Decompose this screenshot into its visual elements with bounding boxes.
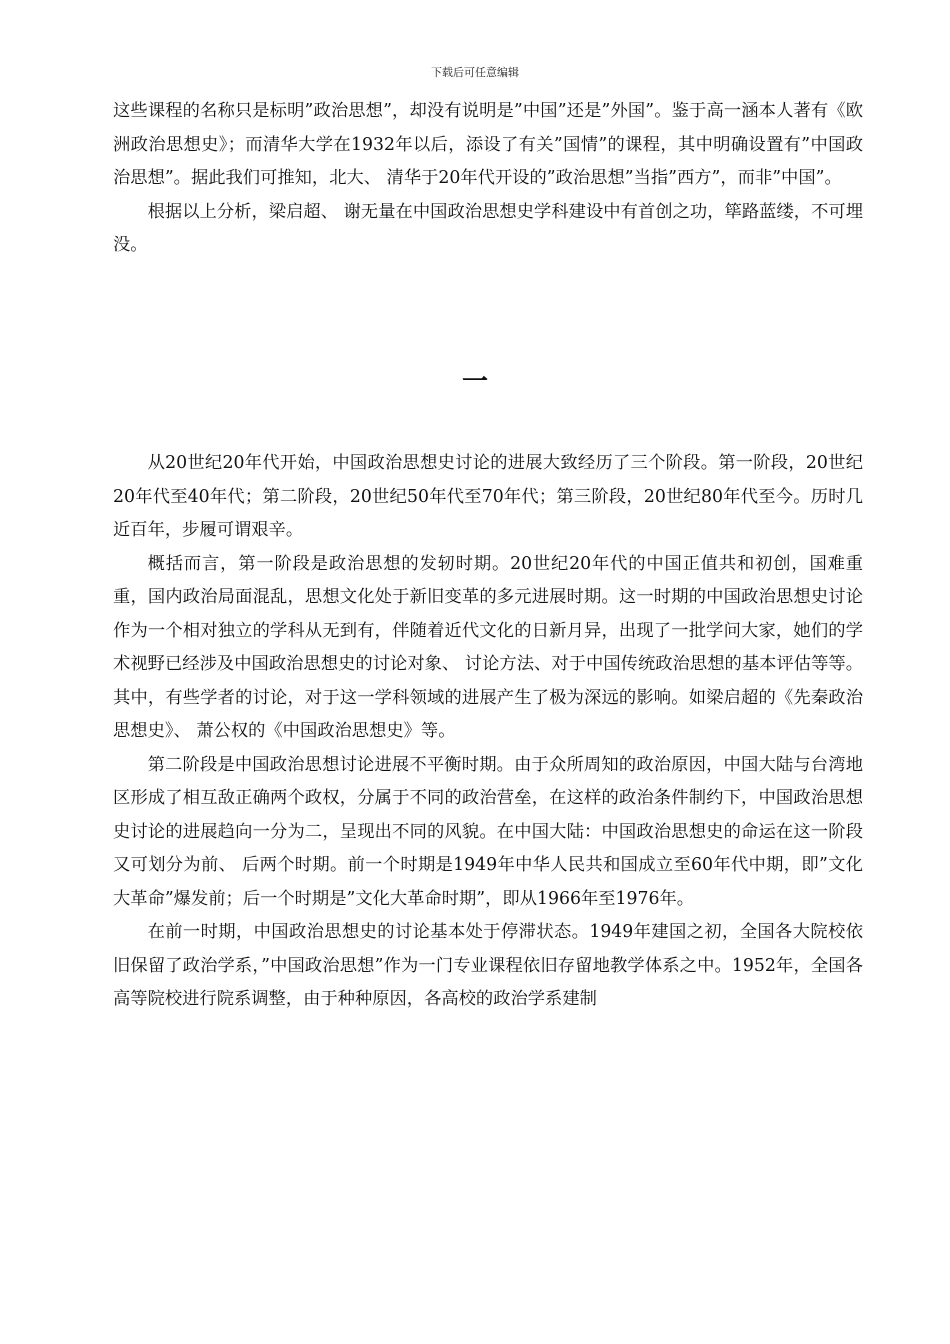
page-header: 下载后可任意编辑 (431, 66, 519, 79)
paragraph: 这些课程的名称只是标明”政治思想”，却没有说明是”中国”还是”外国”。鉴于高一涵本人著有《欧洲政治思想史》；而清华大学在1932年以后，添设了有关”国情”的课程，其中明确设置有”中国政治思想”。据此我们可推知，北大、 清华于20年代开设的”政治思想”当指”西方”，而非”中国”。 (113, 101, 863, 188)
text-block-bottom (113, 447, 863, 1017)
paragraph: 概括而言，第一阶段是政治思想的发轫时期。20世纪20年代的中国正值共和初创，国难重重，国内政治局面混乱，思想文化处于新旧变革的多元进展时期。这一时期的中国政治思想史讨论作为一个相对独立的学科从无到有，伴随着近代文化的日新月异，出现了一批学问大家，她们的学术视野已经涉及中国政治思想史的讨论对象、 讨论方法、对于中国传统政治思想的基本评估等等。其中，有些学者的讨论，对于这一学科领域的进展产生了极为深远的影响。如梁启超的《先秦政治思想史》、 萧公权的《中国政治思想史》等。 (113, 553, 863, 741)
section-heading: 一 (461, 367, 488, 397)
paragraph: 根据以上分析，梁启超、 谢无量在中国政治思想史学科建设中有首创之功，筚路蓝缕，不可埋没。 (113, 201, 863, 255)
paragraph: 第二阶段是中国政治思想讨论进展不平衡时期。由于众所周知的政治原因，中国大陆与台湾地区形成了相互敌正确两个政权，分属于不同的政治营垒，在这样的政治条件制约下，中国政治思想史讨论的进展趋向一分为二，呈现出不同的风貌。在中国大陆：中国政治思想史的命运在这一阶段又可划分为前、 后两个时期。前一个时期是1949年中华人民共和国成立至60年代中期，即”文化大革命”爆发前；后一个时期是”文化大革命时期”，即从1966年至1976年。 (113, 754, 863, 909)
paragraph: 从20世纪20年代开始，中国政治思想史讨论的进展大致经历了三个阶段。第一阶段，20世纪20年代至40年代；第二阶段，20世纪50年代至70年代；第三阶段，20世纪80年代至今。历时几近百年，步履可谓艰辛。 (113, 453, 863, 540)
text-block-top (113, 95, 863, 263)
paragraph: 在前一时期，中国政治思想史的讨论基本处于停滞状态。1949年建国之初，全国各大院校依旧保留了政治学系，”中国政治思想”作为一门专业课程依旧存留地教学体系之中。1952年，全国各高等院校进行院系调整，由于种种原因，各高校的政治学系建制 (113, 922, 863, 1009)
